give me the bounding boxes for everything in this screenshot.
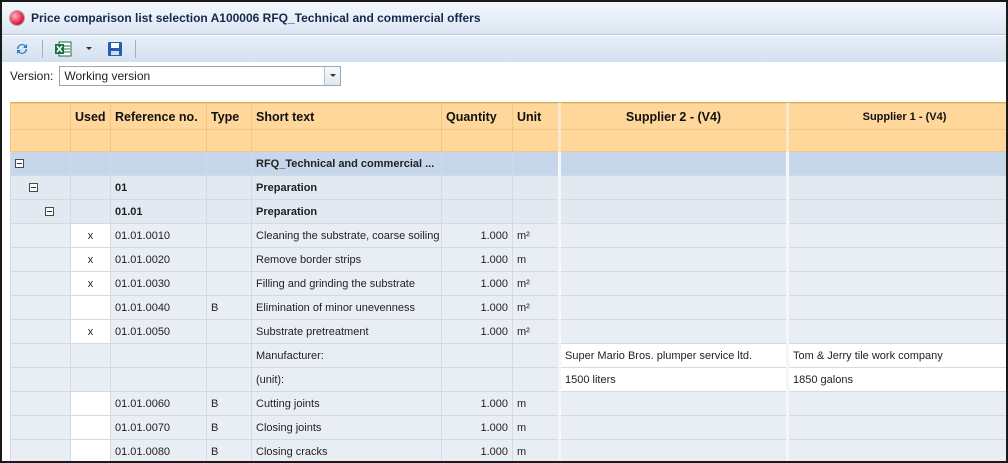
tree-cell (11, 272, 71, 296)
ref-cell: 01.01.0030 (111, 272, 207, 296)
used-checkbox[interactable] (71, 296, 111, 320)
tree-cell (11, 176, 71, 200)
table-row[interactable] (11, 296, 1007, 320)
supplier-2-cell (560, 296, 788, 320)
save-icon (107, 41, 123, 57)
qty-cell: 1.000 (442, 320, 513, 344)
used-cell (71, 344, 111, 368)
unit-cell: m² (513, 224, 560, 248)
supplier-1-cell (788, 224, 1007, 248)
excel-dropdown-button[interactable] (79, 39, 99, 59)
short-text-cell: Cutting joints (252, 392, 442, 416)
used-checkbox[interactable] (71, 440, 111, 463)
excel-export-button[interactable] (53, 39, 73, 59)
supplier-1-cell (788, 392, 1007, 416)
used-checkbox[interactable]: x (71, 320, 111, 344)
short-text-cell: Manufacturer: (252, 344, 442, 368)
header-sub-cell (71, 130, 111, 152)
manufacturer-row (11, 344, 1007, 368)
table-row[interactable] (11, 416, 1007, 440)
ref-cell: 01.01.0070 (111, 416, 207, 440)
ref-cell: 01.01.0010 (111, 224, 207, 248)
collapse-toggle-icon[interactable] (45, 207, 54, 216)
group-row-01[interactable] (11, 176, 1007, 200)
save-button[interactable] (105, 39, 125, 59)
qty-cell (442, 200, 513, 224)
version-select[interactable] (59, 66, 341, 86)
title-bar (2, 2, 1006, 35)
supplier-2-cell (560, 392, 788, 416)
header-sub-cell (560, 130, 788, 152)
short-text-cell: Closing cracks (252, 440, 442, 463)
unit-row (11, 368, 1007, 392)
unit-cell (513, 176, 560, 200)
chevron-down-icon (329, 72, 337, 80)
group-row-01-01[interactable] (11, 200, 1007, 224)
used-checkbox[interactable] (71, 416, 111, 440)
header-sub-cell (207, 130, 252, 152)
unit-cell: m (513, 392, 560, 416)
supplier-1-manufacturer-field[interactable]: Tom & Jerry tile work company (788, 344, 1007, 368)
window-title: Price comparison list selection A100006 RFQ_Technical and commercial offers (31, 11, 481, 25)
qty-cell: 1.000 (442, 416, 513, 440)
comparison-grid (10, 102, 1006, 463)
supplier-2-cell (560, 416, 788, 440)
tree-cell (11, 368, 71, 392)
unit-cell (513, 200, 560, 224)
column-header-used[interactable]: Used (71, 104, 111, 130)
supplier-1-cell (788, 176, 1007, 200)
ref-cell: 01.01.0040 (111, 296, 207, 320)
supplier-1-cell (788, 296, 1007, 320)
column-header-short-text[interactable]: Short text (252, 104, 442, 130)
used-cell (71, 200, 111, 224)
qty-cell (442, 152, 513, 176)
toolbar (2, 36, 1006, 62)
qty-cell: 1.000 (442, 296, 513, 320)
qty-cell: 1.000 (442, 440, 513, 463)
toolbar-separator (135, 40, 136, 58)
supplier-1-cell (788, 440, 1007, 463)
type-cell (207, 320, 252, 344)
short-text-cell: Filling and grinding the substrate (252, 272, 442, 296)
short-text-cell: Preparation (252, 200, 442, 224)
used-checkbox[interactable] (71, 392, 111, 416)
used-checkbox[interactable]: x (71, 248, 111, 272)
type-cell (207, 224, 252, 248)
collapse-toggle-icon[interactable] (29, 183, 38, 192)
supplier-2-cell (560, 272, 788, 296)
unit-cell: m² (513, 296, 560, 320)
short-text-cell: Preparation (252, 176, 442, 200)
version-dropdown-button[interactable] (324, 67, 340, 85)
supplier-2-cell (560, 440, 788, 463)
supplier-1-unit-field[interactable]: 1850 galons (788, 368, 1007, 392)
unit-cell: m² (513, 272, 560, 296)
supplier-1-cell (788, 416, 1007, 440)
type-cell (207, 344, 252, 368)
short-text-cell: Cleaning the substrate, coarse soiling (252, 224, 442, 248)
header-sub-cell (252, 130, 442, 152)
tree-cell (11, 416, 71, 440)
supplier-2-cell (560, 320, 788, 344)
unit-cell (513, 368, 560, 392)
version-value: Working version (64, 69, 151, 83)
ref-cell: 01.01.0060 (111, 392, 207, 416)
short-text-cell: Substrate pretreatment (252, 320, 442, 344)
type-cell: B (207, 440, 252, 463)
tree-cell (11, 344, 71, 368)
header-subrow (11, 130, 1007, 152)
column-header-supplier-2[interactable]: Supplier 2 - (V4) (560, 104, 788, 130)
tree-cell (11, 200, 71, 224)
collapse-toggle-icon[interactable] (15, 159, 24, 168)
type-cell (207, 272, 252, 296)
table-row[interactable] (11, 320, 1007, 344)
refresh-button[interactable] (12, 39, 32, 59)
qty-cell: 1.000 (442, 224, 513, 248)
toolbar-separator (42, 40, 43, 58)
tree-cell (11, 296, 71, 320)
type-cell: B (207, 392, 252, 416)
unit-cell: m (513, 248, 560, 272)
version-row (2, 63, 1006, 89)
header-sub-cell (11, 130, 71, 152)
tree-cell (11, 224, 71, 248)
ref-cell: 01.01 (111, 200, 207, 224)
ref-cell (111, 152, 207, 176)
header-sub-cell (442, 130, 513, 152)
qty-cell: 1.000 (442, 248, 513, 272)
excel-export-icon (54, 41, 72, 57)
qty-cell (442, 176, 513, 200)
table-row[interactable] (11, 224, 1007, 248)
version-label: Version: (10, 69, 54, 83)
supplier-2-unit-field[interactable]: 1500 liters (560, 368, 788, 392)
short-text-cell: (unit): (252, 368, 442, 392)
short-text-cell: Elimination of minor unevenness (252, 296, 442, 320)
ref-cell: 01 (111, 176, 207, 200)
unit-cell (513, 152, 560, 176)
ref-cell (111, 344, 207, 368)
supplier-1-cell (788, 200, 1007, 224)
used-cell (71, 176, 111, 200)
used-checkbox[interactable]: x (71, 224, 111, 248)
qty-cell: 1.000 (442, 392, 513, 416)
header-sub-cell (513, 130, 560, 152)
column-header-reference[interactable]: Reference no. (111, 104, 207, 130)
supplier-1-cell (788, 152, 1007, 176)
supplier-1-cell (788, 272, 1007, 296)
supplier-2-cell (560, 248, 788, 272)
header-sub-cell (788, 130, 1007, 152)
short-text-cell: Remove border strips (252, 248, 442, 272)
supplier-2-cell (560, 176, 788, 200)
tree-cell (11, 320, 71, 344)
type-cell: B (207, 416, 252, 440)
supplier-1-cell (788, 320, 1007, 344)
refresh-icon (14, 41, 30, 57)
used-checkbox[interactable]: x (71, 272, 111, 296)
ref-cell: 01.01.0020 (111, 248, 207, 272)
unit-cell: m (513, 440, 560, 463)
header-sub-cell (111, 130, 207, 152)
tree-column-header[interactable] (11, 104, 71, 130)
table-row[interactable] (11, 248, 1007, 272)
tree-cell (11, 248, 71, 272)
table-row[interactable] (11, 440, 1007, 463)
table-row[interactable] (11, 272, 1007, 296)
column-header-type[interactable]: Type (207, 104, 252, 130)
type-cell: B (207, 296, 252, 320)
qty-cell (442, 344, 513, 368)
type-cell (207, 200, 252, 224)
supplier-1-cell (788, 248, 1007, 272)
ref-cell: 01.01.0050 (111, 320, 207, 344)
column-header-quantity[interactable]: Quantity (442, 104, 513, 130)
used-cell (71, 152, 111, 176)
supplier-2-manufacturer-field[interactable]: Super Mario Bros. plumper service ltd. (560, 344, 788, 368)
supplier-2-cell (560, 224, 788, 248)
table-row[interactable] (11, 392, 1007, 416)
tree-cell (11, 152, 71, 176)
qty-cell: 1.000 (442, 272, 513, 296)
group-row-rfq[interactable] (11, 152, 1007, 176)
qty-cell (442, 368, 513, 392)
column-header-supplier-1[interactable]: Supplier 1 - (V4) (788, 104, 1007, 130)
column-header-unit[interactable]: Unit (513, 104, 560, 130)
header-row (11, 104, 1007, 130)
short-text-cell: Closing joints (252, 416, 442, 440)
unit-cell: m (513, 416, 560, 440)
tree-cell (11, 392, 71, 416)
ref-cell: 01.01.0080 (111, 440, 207, 463)
used-cell (71, 368, 111, 392)
ref-cell (111, 368, 207, 392)
unit-cell: m² (513, 320, 560, 344)
supplier-2-cell (560, 152, 788, 176)
supplier-2-cell (560, 200, 788, 224)
type-cell (207, 368, 252, 392)
app-logo-icon (10, 11, 24, 25)
tree-cell (11, 440, 71, 463)
unit-cell (513, 344, 560, 368)
type-cell (207, 248, 252, 272)
short-text-cell: RFQ_Technical and commercial ... (252, 152, 442, 176)
chevron-down-icon (85, 45, 93, 53)
type-cell (207, 152, 252, 176)
type-cell (207, 176, 252, 200)
